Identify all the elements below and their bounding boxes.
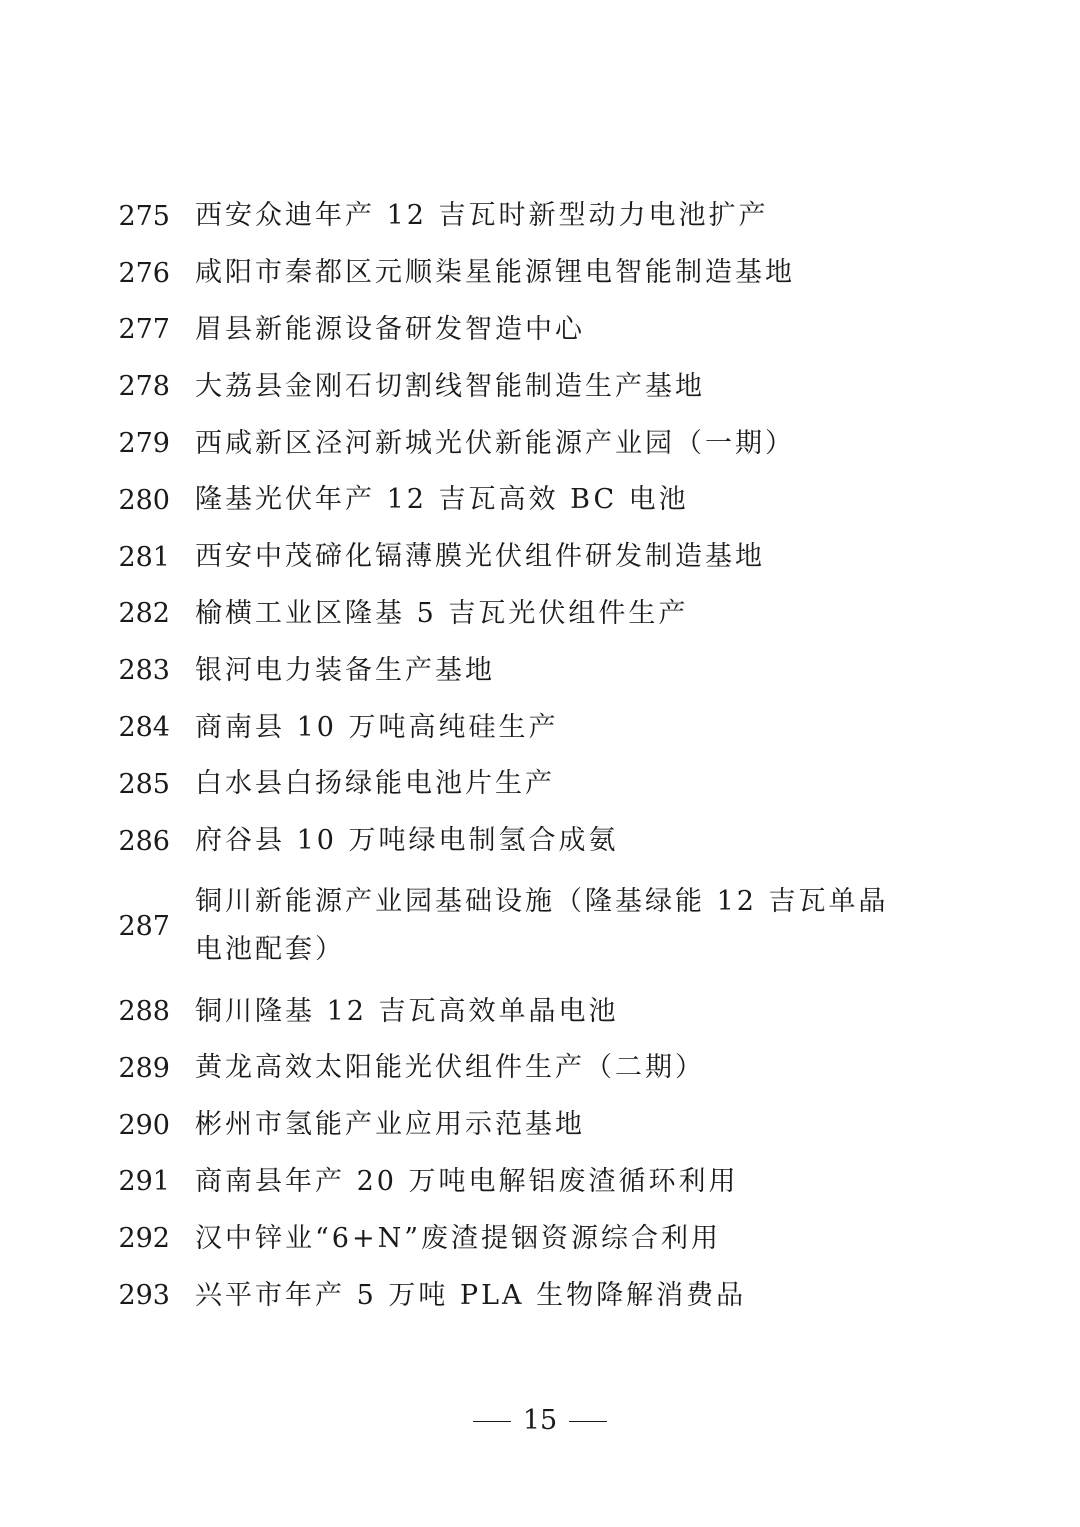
item-text: 银河电力装备生产基地 [195, 654, 495, 686]
item-text: 商南县年产 20 万吨电解铝废渣循环利用 [195, 1165, 739, 1197]
item-number: 291 [118, 1166, 170, 1198]
list-item [0, 415, 1080, 472]
list-item [0, 1097, 1080, 1154]
item-number: 288 [118, 996, 170, 1028]
item-text: 隆基光伏年产 12 吉瓦高效 BC 电池 [195, 484, 689, 516]
item-number: 289 [118, 1052, 170, 1084]
item-number: 292 [118, 1223, 170, 1255]
project-list [0, 188, 1080, 1324]
item-number: 287 [118, 910, 170, 942]
item-text: 府谷县 10 万吨绿电制氢合成氨 [195, 825, 619, 857]
list-item [0, 358, 1080, 415]
list-item [0, 699, 1080, 756]
item-text: 兴平市年产 5 万吨 PLA 生物降解消费品 [195, 1279, 747, 1311]
item-number: 293 [118, 1280, 170, 1312]
item-text: 商南县 10 万吨高纯硅生产 [195, 711, 559, 743]
item-text: 西咸新区泾河新城光伏新能源产业园（一期） [195, 427, 795, 459]
list-item [0, 529, 1080, 586]
item-number: 283 [118, 655, 170, 687]
item-number: 290 [118, 1109, 170, 1141]
item-text: 眉县新能源设备研发智造中心 [195, 313, 585, 345]
item-number: 278 [118, 371, 170, 403]
item-text: 白水县白扬绿能电池片生产 [195, 768, 555, 800]
item-text: 西安中茂碲化镉薄膜光伏组件研发制造基地 [195, 541, 765, 573]
item-number: 280 [118, 484, 170, 516]
list-item [0, 188, 1080, 245]
item-number: 275 [118, 200, 170, 232]
item-text: 榆横工业区隆基 5 吉瓦光伏组件生产 [195, 597, 689, 629]
list-item [0, 1267, 1080, 1324]
item-number: 281 [118, 541, 170, 573]
left-dash [473, 1421, 511, 1422]
list-item [0, 302, 1080, 359]
item-number: 285 [118, 768, 170, 800]
item-number: 279 [118, 428, 170, 460]
list-item [0, 642, 1080, 699]
item-number: 276 [118, 257, 170, 289]
item-number: 282 [118, 598, 170, 630]
list-item [0, 245, 1080, 302]
page-number: 15 [522, 1405, 558, 1436]
list-item [0, 1210, 1080, 1267]
item-text: 铜川新能源产业园基础设施（隆基绿能 12 吉瓦单晶电池配套） [195, 886, 889, 966]
item-number: 284 [118, 712, 170, 744]
list-item [0, 813, 1080, 870]
list-item [0, 472, 1080, 529]
list-item [0, 756, 1080, 813]
page-footer [0, 1405, 1080, 1436]
item-text: 咸阳市秦都区元顺柒星能源锂电智能制造基地 [195, 257, 795, 289]
list-item [0, 1154, 1080, 1211]
item-number: 277 [118, 314, 170, 346]
list-item [0, 586, 1080, 643]
list-item [0, 870, 1080, 984]
list-item [0, 1040, 1080, 1097]
right-dash [569, 1421, 607, 1422]
item-text: 铜川隆基 12 吉瓦高效单晶电池 [195, 995, 619, 1027]
item-text: 大荔县金刚石切割线智能制造生产基地 [195, 370, 705, 402]
item-text: 西安众迪年产 12 吉瓦时新型动力电池扩产 [195, 200, 769, 232]
item-text: 彬州市氢能产业应用示范基地 [195, 1109, 585, 1141]
list-item [0, 983, 1080, 1040]
item-text: 黄龙高效太阳能光伏组件生产（二期） [195, 1052, 705, 1084]
item-text: 汉中锌业“6+N”废渣提铟资源综合利用 [195, 1222, 722, 1254]
item-number: 286 [118, 825, 170, 857]
